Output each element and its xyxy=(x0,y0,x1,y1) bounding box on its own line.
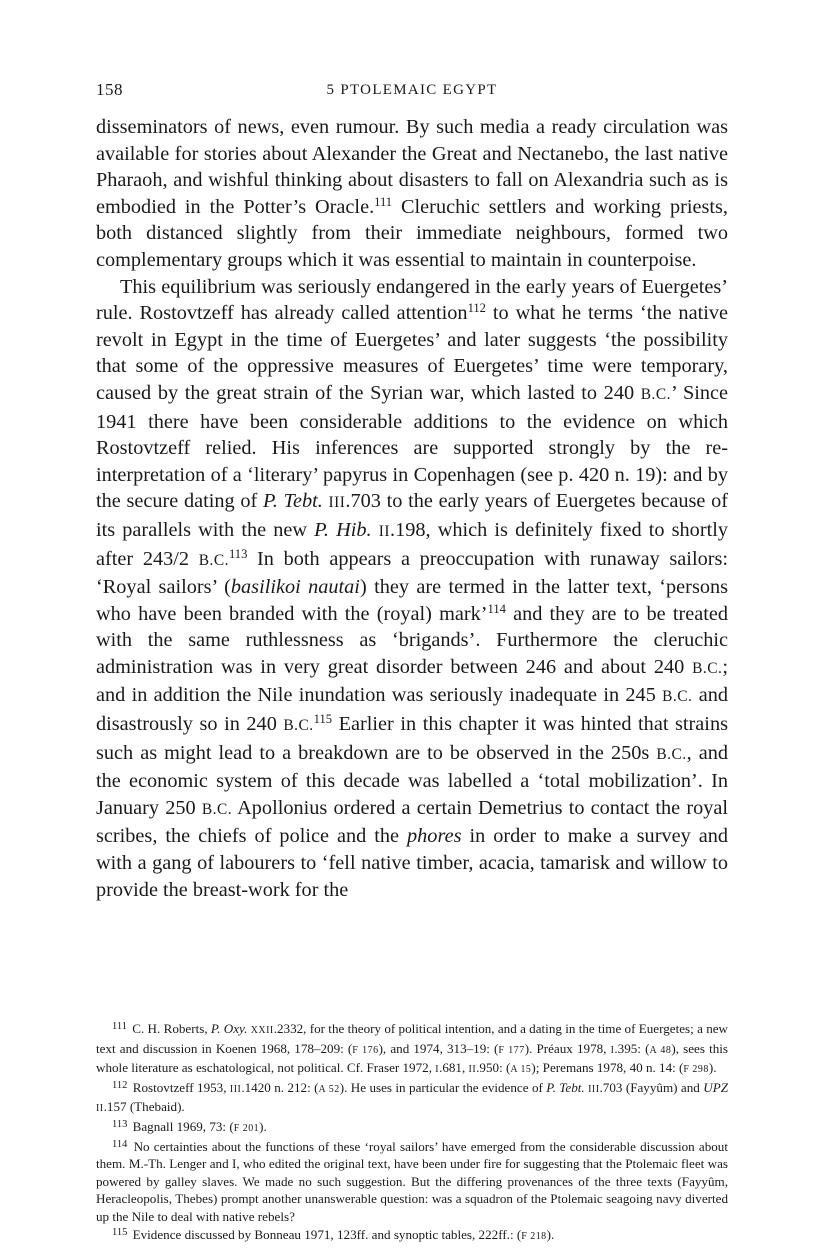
footnote-113: $^{113}$ Bagnall 1969, 73: (F 201). xyxy=(112,1118,267,1134)
paragraph-1: disseminators of news, even rumour. By such media a ready circulation was available for stories about Alexander the Great and Nectanebo, the last native Pharaoh, and wishful thinking about disasters to fall on Alexandria such as is embodied in the Potter’s Oracle.$^{111}$ Cleruchic settlers and working priests, both distanced slightly from their immediate neighbours, formed two complementary groups which it was essential to maintain in counterpoise. xyxy=(96,116,728,271)
paragraph-2: This equilibrium was seriously endangered in the early years of Euergetes’ rule. Rostovtzeff has already called attention$^{112}$ to what he terms ‘the native revolt in Egypt in the time of Euergetes’ and later suggests ‘the possibility that some of the oppressive measures of Euergetes’ time were temporary, caused by the great strain of the Syrian war, which lasted to 240 B.C.’ Since 1941 there have been considerable additions to the evidence on which Rostovtzeff relied. His inferences are supported strongly by the re-interpretation of a ‘literary’ papyrus in Copenhagen (see p. 420 n. 19): and by the secure dating of P. Tebt. III.703 to the early years of Euergetes because of its parallels with the new P. Hib. II.198, which is definitely fixed to shortly after 243/2 B.C.$^{113}$ In both appears a preoccupation with runaway sailors: ‘Royal sailors’ (basilikoi nautai) they are termed in the latter text, ‘persons who have been branded with the (royal) mark’$^{114}$ and they are to be treated with the same ruthlessness as ‘brigands’. Furthermore the cleruchic administration was in very great disorder between 246 and about 240 B.C.; and in addition the Nile inundation was seriously inadequate in 245 B.C. and disastrously so in 240 B.C.$^{115}$ Earlier in this chapter it was hinted that strains such as might lead to a breakdown are to be observed in the 250s B.C., and the economic system of this decade was labelled a ‘total mobilization’. In January 250 B.C. Apollonius ordered a certain Demetrius to contact the royal scribes, the chiefs of police and the phores in order to make a survey and with a gang of labourers to ‘fell native timber, acacia, tamarisk and willow to provide the breast-work for the xyxy=(96,275,729,901)
footnote-ref-112[interactable]: 112 xyxy=(467,301,486,316)
footnote-ref-111[interactable]: 111 xyxy=(374,194,393,209)
footnote-112: $^{112}$ Rostovtzeff 1953, III.1420 n. 212: (A 52). He uses in particular the evidence of P. Tebt. III.703 (Fayyûm) and UPZ II.157 (Thebaid). xyxy=(96,1079,728,1115)
page-number: 158 xyxy=(96,80,123,99)
footnote-ref-114[interactable]: 114 xyxy=(487,601,506,616)
footnote-ref-113[interactable]: 113 xyxy=(228,546,248,561)
footnote-114: $^{114}$ No certainties about the functions of these ‘royal sailors’ have emerged from the considerable discussion about them. M.-Th. Lenger and I, who edited the original text, have been under fire for suggesting that the Ptolemaic fleet was powered by galley slaves. We made no such suggestion. But the differing provenances of the three texts (Fayyûm, Heracleopolis, Thebes) prompt another unanswerable question: was a squadron of the Ptolemaic seagoing navy diverted up the Nile to deal with native rebels? xyxy=(96,1138,728,1224)
footnotes xyxy=(96,1020,728,1245)
footnote-ref-115[interactable]: 115 xyxy=(313,712,333,727)
running-title: 5 PTOLEMAIC EGYPT xyxy=(326,82,498,98)
running-head xyxy=(96,80,728,104)
footnote-115: $^{115}$ Evidence discussed by Bonneau 1971, 123ff. and synoptic tables, 222ff.: (F 218). xyxy=(112,1226,555,1242)
main-text xyxy=(96,114,728,903)
footnote-111: $^{111}$ C. H. Roberts, P. Oxy. XXII.2332, for the theory of political intention, and a dating in the time of Euergetes; a new text and discussion in Koenen 1968, 178–209: (F 176), and 1974, 313–19: (F 177). Préaux 1978, I.395: (A 48), sees this whole literature as eschatological, not political. Cf. Fraser 1972, I.681, II.950: (A 15); Peremans 1978, 40 n. 14: (F 298). xyxy=(96,1021,729,1076)
